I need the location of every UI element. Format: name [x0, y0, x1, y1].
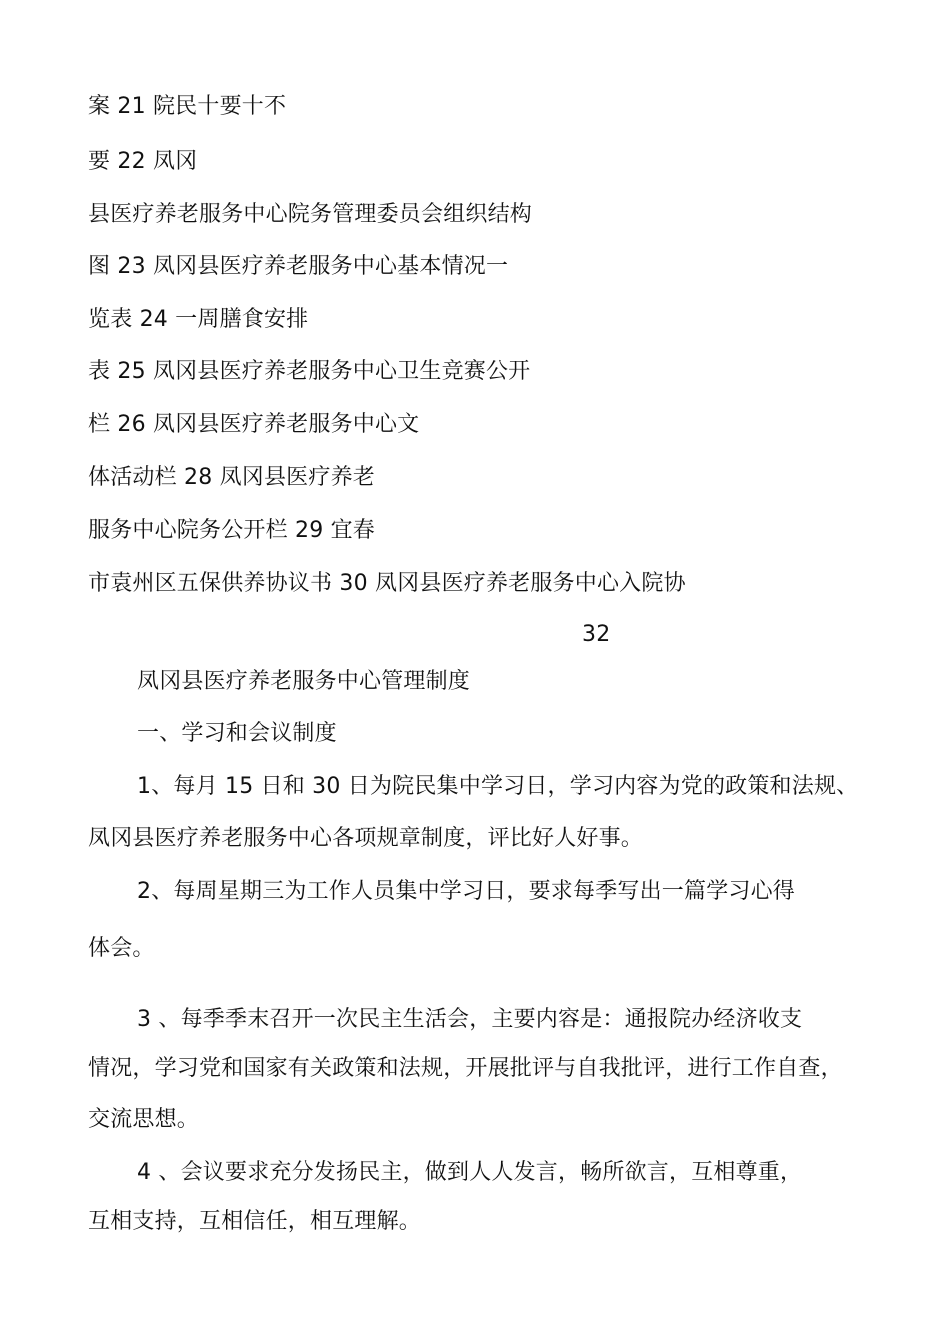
paragraph-line: 交流思想。	[88, 1107, 200, 1132]
toc-line: 市袁州区五保供养协议书 30 凤冈县医疗养老服务中心入院协	[88, 571, 686, 596]
toc-line: 要 22 凤冈	[88, 149, 198, 174]
document-title: 凤冈县医疗养老服务中心管理制度	[137, 669, 471, 694]
paragraph-line: 4 、会议要求充分发扬民主，做到人人发言，畅所欲言，互相尊重，	[137, 1160, 803, 1185]
toc-line: 览表 24 一周膳食安排	[88, 307, 309, 332]
paragraph-line: 情况，学习党和国家有关政策和法规，开展批评与自我批评，进行工作自查，	[88, 1056, 843, 1081]
toc-line: 栏 26 凤冈县医疗养老服务中心文	[88, 412, 420, 437]
page-number: 32	[582, 622, 611, 647]
toc-line: 体活动栏 28 凤冈县医疗养老	[88, 465, 375, 490]
toc-line: 表 25 凤冈县医疗养老服务中心卫生竞赛公开	[88, 359, 531, 384]
paragraph-line: 互相支持，互相信任，相互理解。	[88, 1209, 422, 1234]
section-heading: 一、学习和会议制度	[137, 721, 337, 746]
toc-line: 图 23 凤冈县医疗养老服务中心基本情况一	[88, 254, 509, 279]
paragraph-line: 1、每月 15 日和 30 日为院民集中学习日，学习内容为党的政策和法规、	[137, 774, 859, 799]
paragraph-line: 体会。	[88, 936, 155, 961]
toc-line: 县医疗养老服务中心院务管理委员会组织结构	[88, 202, 533, 227]
paragraph-line: 2、每周星期三为工作人员集中学习日，要求每季写出一篇学习心得	[137, 879, 795, 904]
paragraph-line: 凤冈县医疗养老服务中心各项规章制度，评比好人好事。	[88, 826, 644, 851]
toc-line: 服务中心院务公开栏 29 宜春	[88, 518, 375, 543]
toc-line: 案 21 院民十要十不	[88, 94, 287, 119]
paragraph-line: 3 、每季季末召开一次民主生活会，主要内容是：通报院办经济收支	[137, 1007, 803, 1032]
